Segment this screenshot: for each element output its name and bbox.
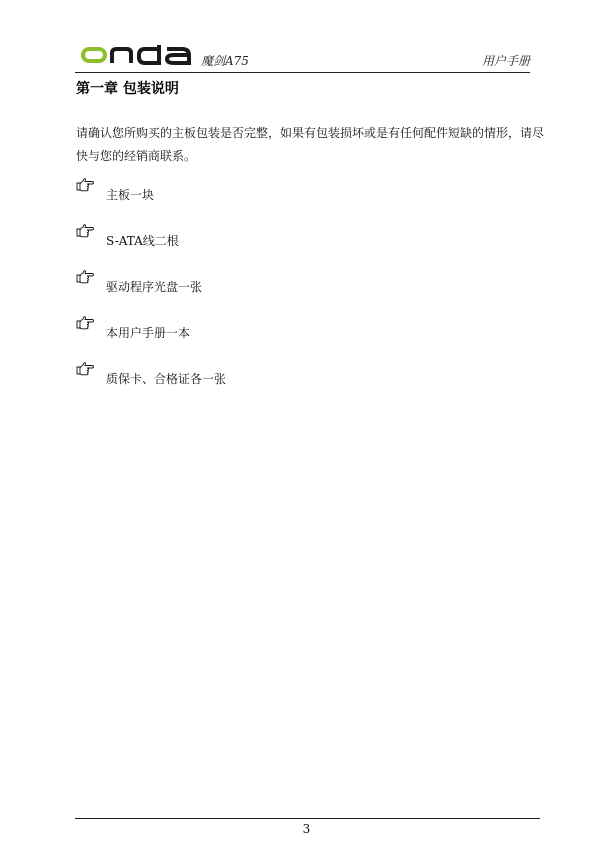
list-item-text: 驱动程序光盘一张 [106, 280, 203, 294]
list-item-text: 本用户手册一本 [106, 326, 191, 340]
list-item-text: S-ATA线二根 [106, 234, 179, 248]
page-header [75, 36, 530, 76]
pointing-hand-icon [76, 362, 94, 376]
chapter-title: 第一章 包装说明 [76, 81, 179, 97]
model-name: 魔剑A75 [201, 54, 249, 68]
pointing-hand-icon [76, 316, 94, 330]
header-divider [75, 72, 530, 73]
manual-title: 用户手册 [481, 54, 530, 68]
page-number: 3 [302, 822, 311, 836]
pointing-hand-icon [76, 178, 94, 192]
list-item-text: 质保卡、合格证各一张 [106, 372, 227, 386]
intro-paragraph: 请确认您所购买的主板包装是否完整，如果有包装损坏或是有任何配件短缺的情形，请尽快与您的经销商联系。 [76, 126, 545, 163]
pointing-hand-icon [76, 270, 94, 284]
pointing-hand-icon [76, 224, 94, 238]
list-item-text: 主板一块 [106, 188, 155, 202]
onda-logo [81, 44, 193, 66]
footer-divider [75, 818, 540, 819]
